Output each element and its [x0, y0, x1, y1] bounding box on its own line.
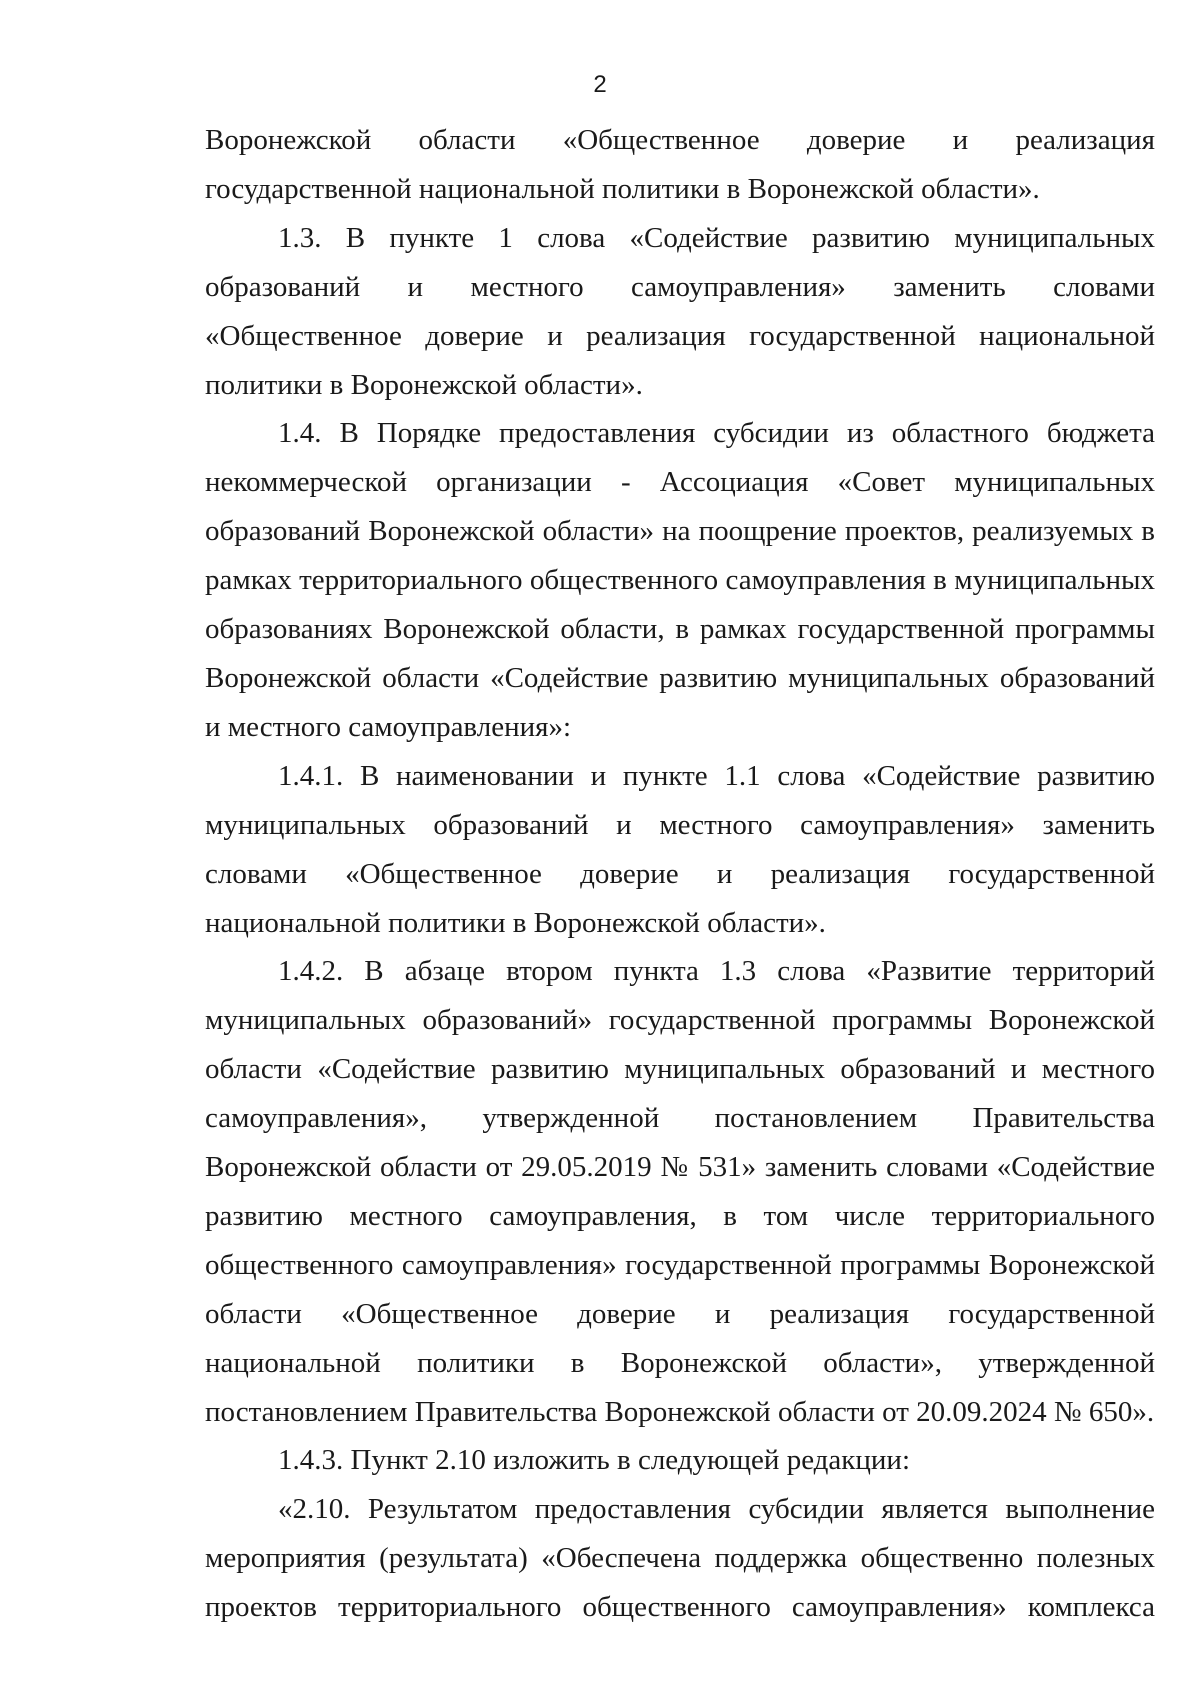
document-body — [205, 116, 1155, 1632]
paragraph-1-4-3: 1.4.3. Пункт 2.10 изложить в следующей редакции: — [278, 1444, 911, 1477]
paragraph-1-3: 1.3. В пункте 1 слова «Содействие развитию муниципальных образований и местного самоуправления» заменить словами «Общественное доверие и реализация государственной национальной политики в Воронежской области». — [205, 221, 1155, 401]
paragraph-continuation: Воронежской области «Общественное доверие и реализация государственной национальной политики в Воронежской области». — [205, 124, 1155, 205]
paragraph-2-10: «2.10. Результатом предоставления субсидии является выполнение мероприятия (результата) «Обеспечена поддержка общественно полезных проектов территориального общественного самоуправления» комплекса — [205, 1493, 1155, 1624]
paragraph-1-4-1: 1.4.1. В наименовании и пункте 1.1 слова «Содействие развитию муниципальных образований и местного самоуправления» заменить словами «Общественное доверие и реализация государственной национальной политики в Воронежской области». — [205, 759, 1155, 939]
page-number: 2 — [593, 71, 607, 98]
paragraph-1-4: 1.4. В Порядке предоставления субсидии из областного бюджета некоммерческой организации - Ассоциация «Совет муниципальных образований Воронежской области» на поощрение проектов, реализуемых в рамках территориального общественного самоуправления в муниципальных образованиях Воронежской области, в рамках государственной программы Воронежской области «Содействие развитию муниципальных образований и местного самоуправления»: — [205, 417, 1155, 743]
paragraph-1-4-2: 1.4.2. В абзаце втором пункта 1.3 слова «Развитие территорий муниципальных образований» государственной программы Воронежской области «Содействие развитию муниципальных образований и местного самоуправления», утвержденной постановлением Правительства Воронежской области от 29.05.2019 № 531» заменить словами «Содействие развитию местного самоуправления, в том числе территориального общественного самоуправления» государственной программы Воронежской области «Общественное доверие и реализация государственной национальной политики в Воронежской области», утвержденной постановлением Правительства Воронежской области от 20.09.2024 № 650». — [205, 955, 1155, 1428]
